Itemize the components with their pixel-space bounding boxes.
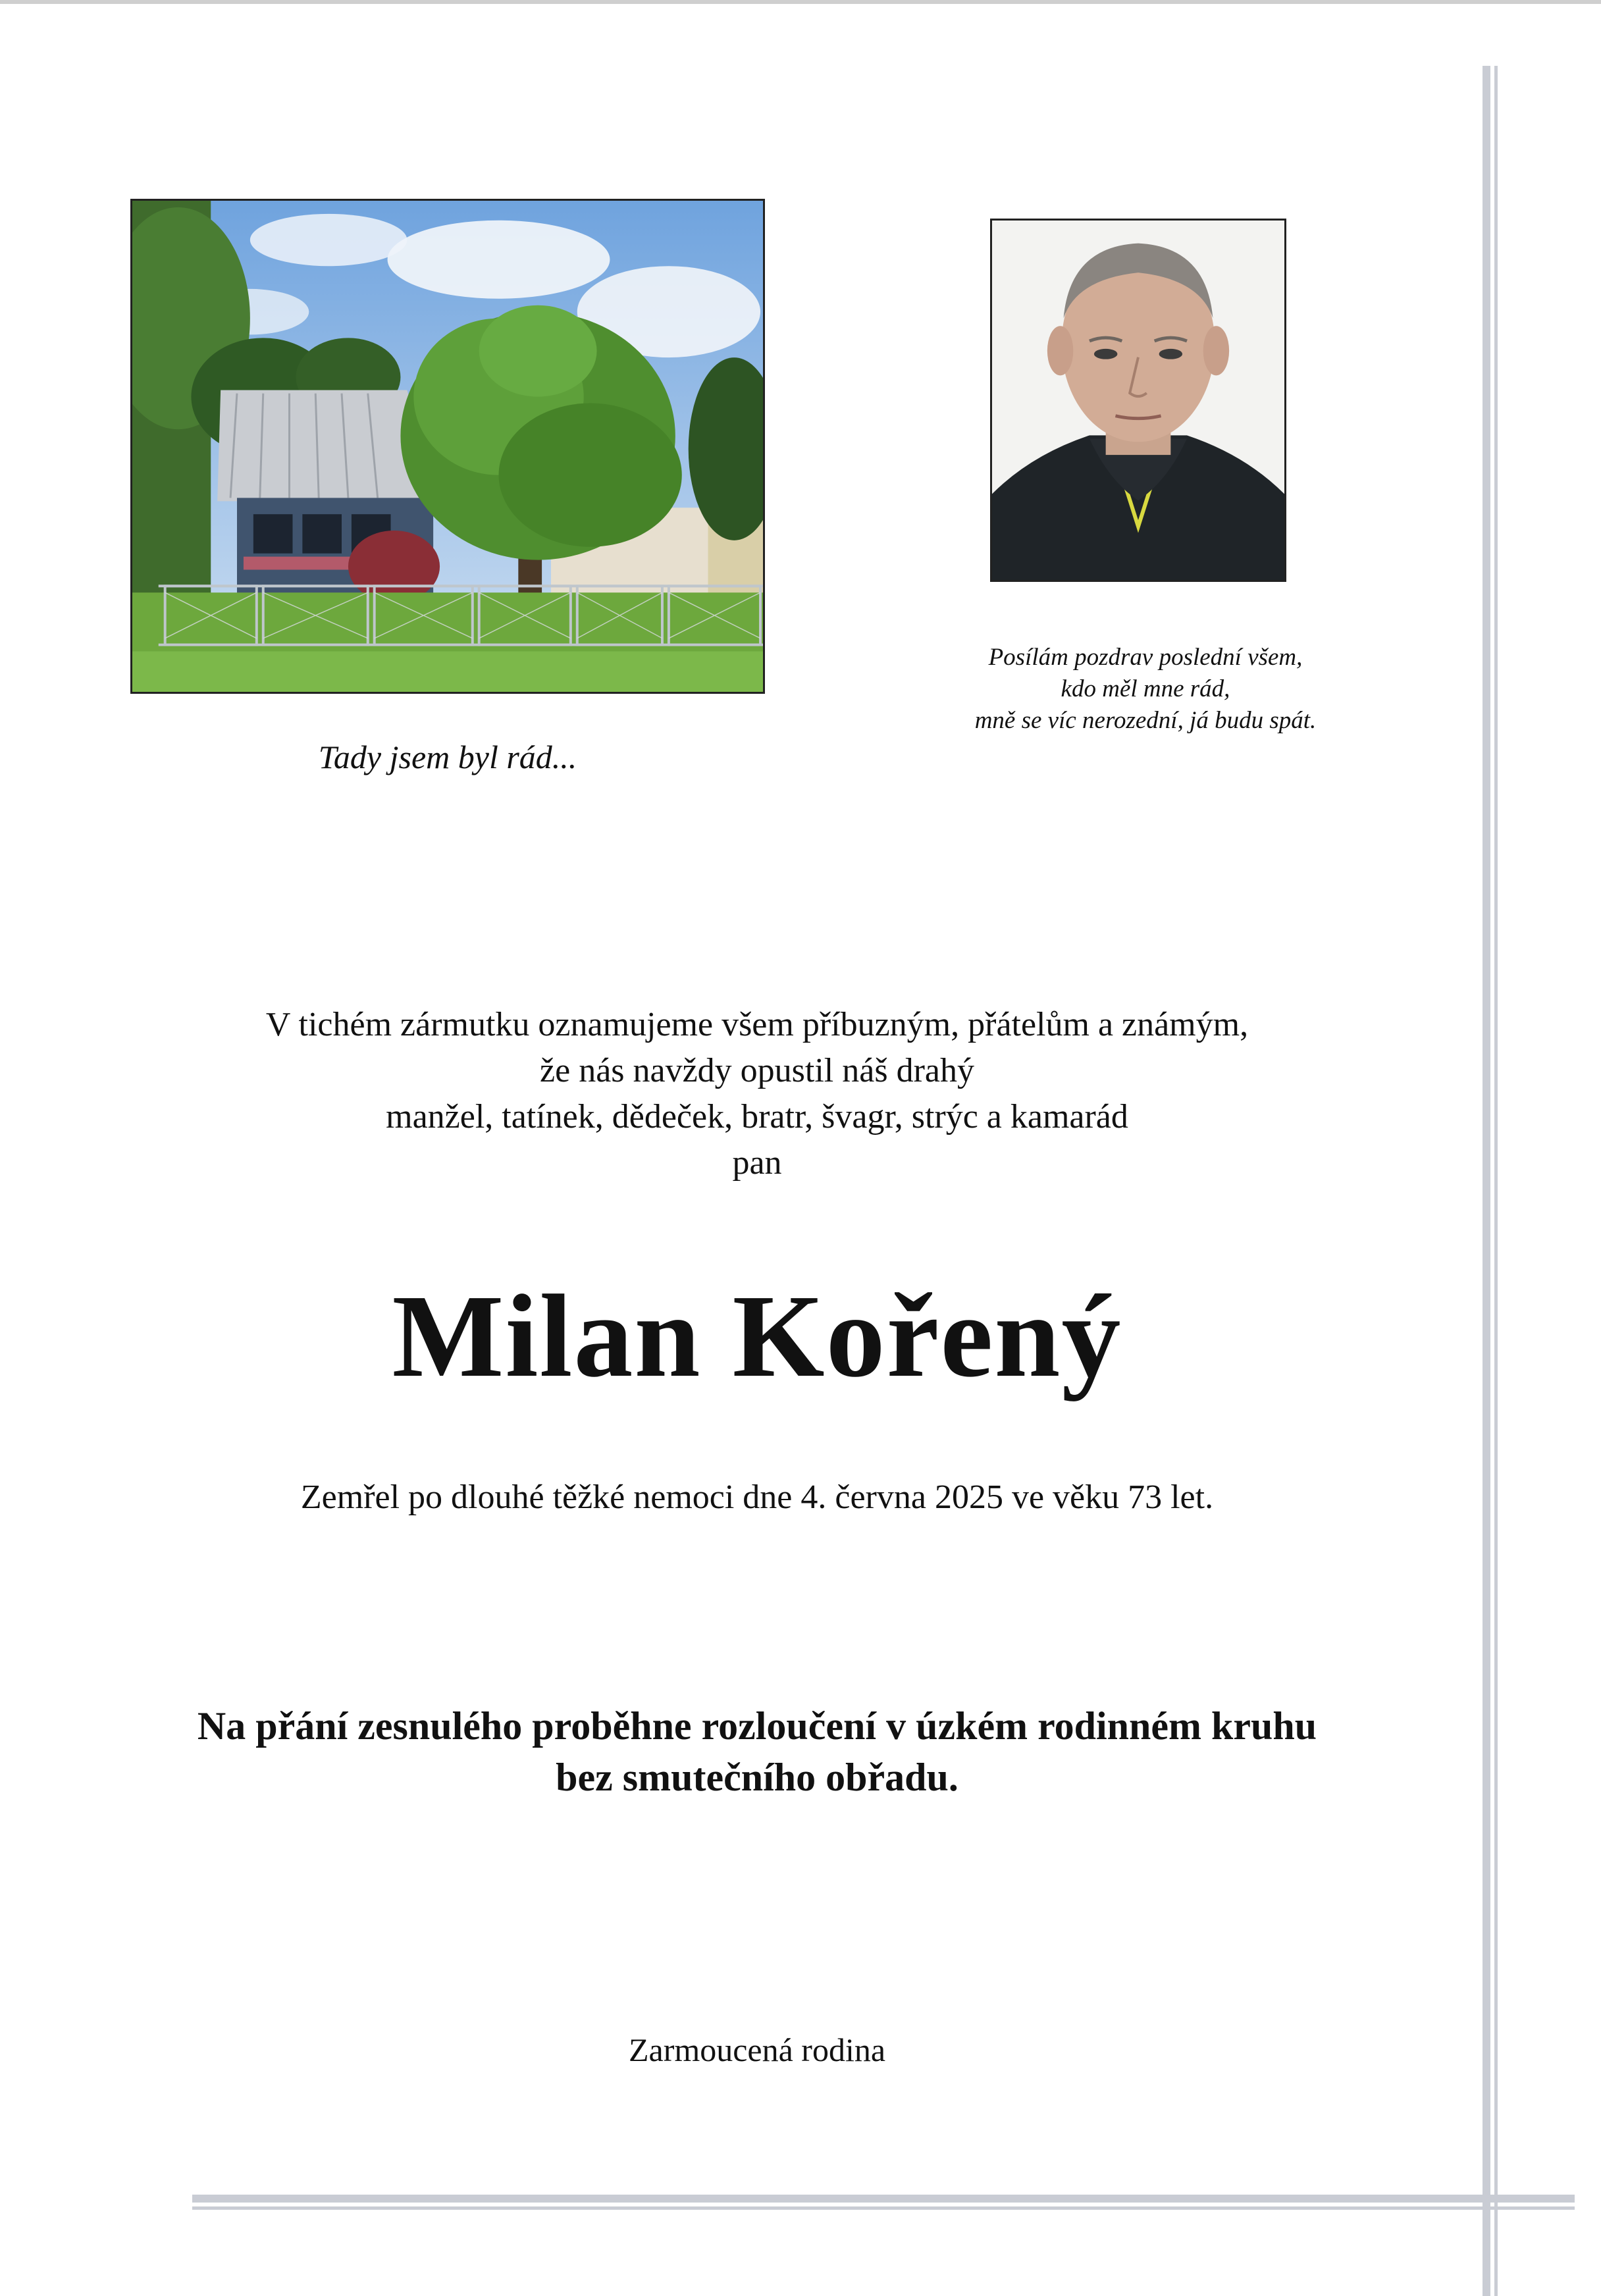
funeral-notice-line: bez smutečního obřadu. — [556, 1756, 958, 1799]
quote-line: mně se víc nerozední, já budu spát. — [974, 707, 1317, 734]
quote-line: Posílám pozdrav poslední všem, — [988, 644, 1303, 671]
portrait-photo — [990, 219, 1286, 582]
funeral-notice — [99, 1700, 1415, 1803]
death-note: Zemřel po dlouhé těžké nemoci dne 4. června 2025 ve věku 73 let. — [300, 1478, 1214, 1516]
frame-vertical-line-thick — [1483, 66, 1490, 2296]
top-border-line — [0, 0, 1601, 4]
announcement-line: že nás navždy opustil náš drahý — [540, 1052, 974, 1089]
frame-vertical-line-thin — [1494, 66, 1498, 2296]
announcement-line: V tichém zármutku oznamujeme všem příbuzným, přátelům a známým, — [265, 1006, 1249, 1043]
frame-horizontal-line-thick — [192, 2195, 1575, 2203]
announcement-line: manžel, tatínek, dědeček, bratr, švagr, strýc a kamarád — [386, 1098, 1128, 1135]
frame-horizontal-line-thin — [192, 2206, 1575, 2210]
family-signature: Zarmoucená rodina — [628, 2031, 886, 2068]
announcement-text — [132, 1002, 1382, 1186]
farewell-quote — [876, 642, 1415, 737]
announcement-line: pan — [732, 1144, 782, 1182]
quote-line: kdo měl mne rád, — [1061, 675, 1230, 702]
house-photo-caption: Tady jsem byl rád... — [318, 739, 577, 775]
funeral-notice-line: Na přání zesnulého proběhne rozloučení v úzkém rodinném kruhu — [197, 1704, 1317, 1748]
house-photo — [130, 199, 765, 694]
deceased-name: Milan Kořený — [392, 1270, 1122, 1401]
